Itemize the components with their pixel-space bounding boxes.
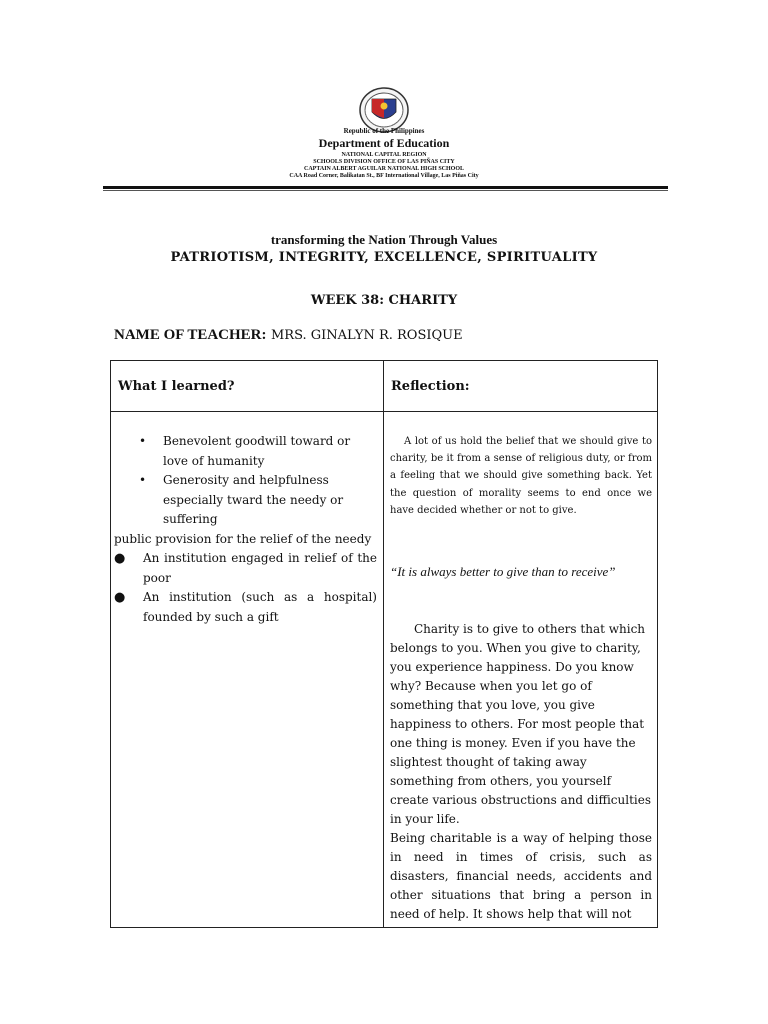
school-address: CAA Road Corner, Balikatan St., BF International Village, Las Piñas City	[289, 173, 479, 179]
header-rule	[103, 186, 668, 189]
bullet-icon: ●	[114, 590, 126, 605]
teacher-name: MRS. GINALYN R. ROSIQUE	[270, 328, 463, 343]
table-column-divider	[383, 360, 384, 928]
learned-bullet	[114, 549, 377, 588]
republic-label: Republic of the Philippines	[343, 127, 425, 135]
reflection-body	[390, 620, 652, 924]
reflection-column-header: Reflection:	[391, 379, 470, 394]
learned-bullet-text: An institution (such as a hospital) founded by such a gift	[143, 590, 377, 624]
table-header-divider	[110, 411, 658, 412]
department-title: Department of Education	[318, 136, 450, 150]
teacher-label: NAME OF TEACHER:	[114, 327, 267, 343]
learned-bullet	[114, 588, 377, 627]
school-name: CAPTAIN ALBERT AGUILAR NATIONAL HIGH SCHOOL	[304, 166, 464, 172]
learned-paragraph: public provision for the relief of the needy	[114, 531, 372, 546]
reflection-paragraph: Being charitable is a way of helping those in need in times of crisis, such as disasters, financial needs, accidents and other situations that bring a person in need of help. It shows help that will not	[390, 831, 652, 921]
core-values: PATRIOTISM, INTEGRITY, EXCELLENCE, SPIRITUALITY	[170, 250, 598, 265]
reflection-quote: “It is always better to give than to receive”	[390, 564, 616, 579]
learned-bullet	[114, 432, 377, 471]
learned-content	[114, 432, 377, 627]
region-label: NATIONAL CAPITAL REGION	[341, 152, 427, 158]
header-rule-thin	[103, 190, 668, 191]
learned-bullet	[114, 471, 377, 530]
learned-column-header: What I learned?	[118, 379, 235, 394]
theme-tagline: transforming the Nation Through Values	[270, 232, 498, 247]
bullet-icon: •	[139, 473, 147, 487]
division-label: SCHOOLS DIVISION OFFICE OF LAS PIÑAS CITY	[313, 159, 455, 165]
week-title: WEEK 38: CHARITY	[310, 293, 458, 308]
learned-bullet-text: Benevolent goodwill toward or love of humanity	[163, 434, 351, 468]
bullet-icon: •	[139, 434, 147, 448]
reflection-intro: A lot of us hold the belief that we should give to charity, be it from a sense of religious duty, or from a feeling that we should give something back. Yet the question of morality seems to end once we have decided whether or not to give.	[390, 436, 652, 516]
teacher-line	[114, 327, 463, 344]
reflection-paragraph: Charity is to give to others that which belongs to you. When you give to charity, you experience happiness. Do you know why? Because when you let go of something that you love, you give happiness to others. For most people that one thing is money. Even if you have the slightest thought of taking away something from others, you yourself create various obstructions and difficulties in your life.	[390, 622, 652, 826]
learned-bullet-text: An institution engaged in relief of the poor	[143, 551, 377, 585]
bullet-icon: ●	[114, 551, 126, 566]
learned-bullet-text: Generosity and helpfulness especially tward the needy or suffering	[163, 473, 344, 526]
